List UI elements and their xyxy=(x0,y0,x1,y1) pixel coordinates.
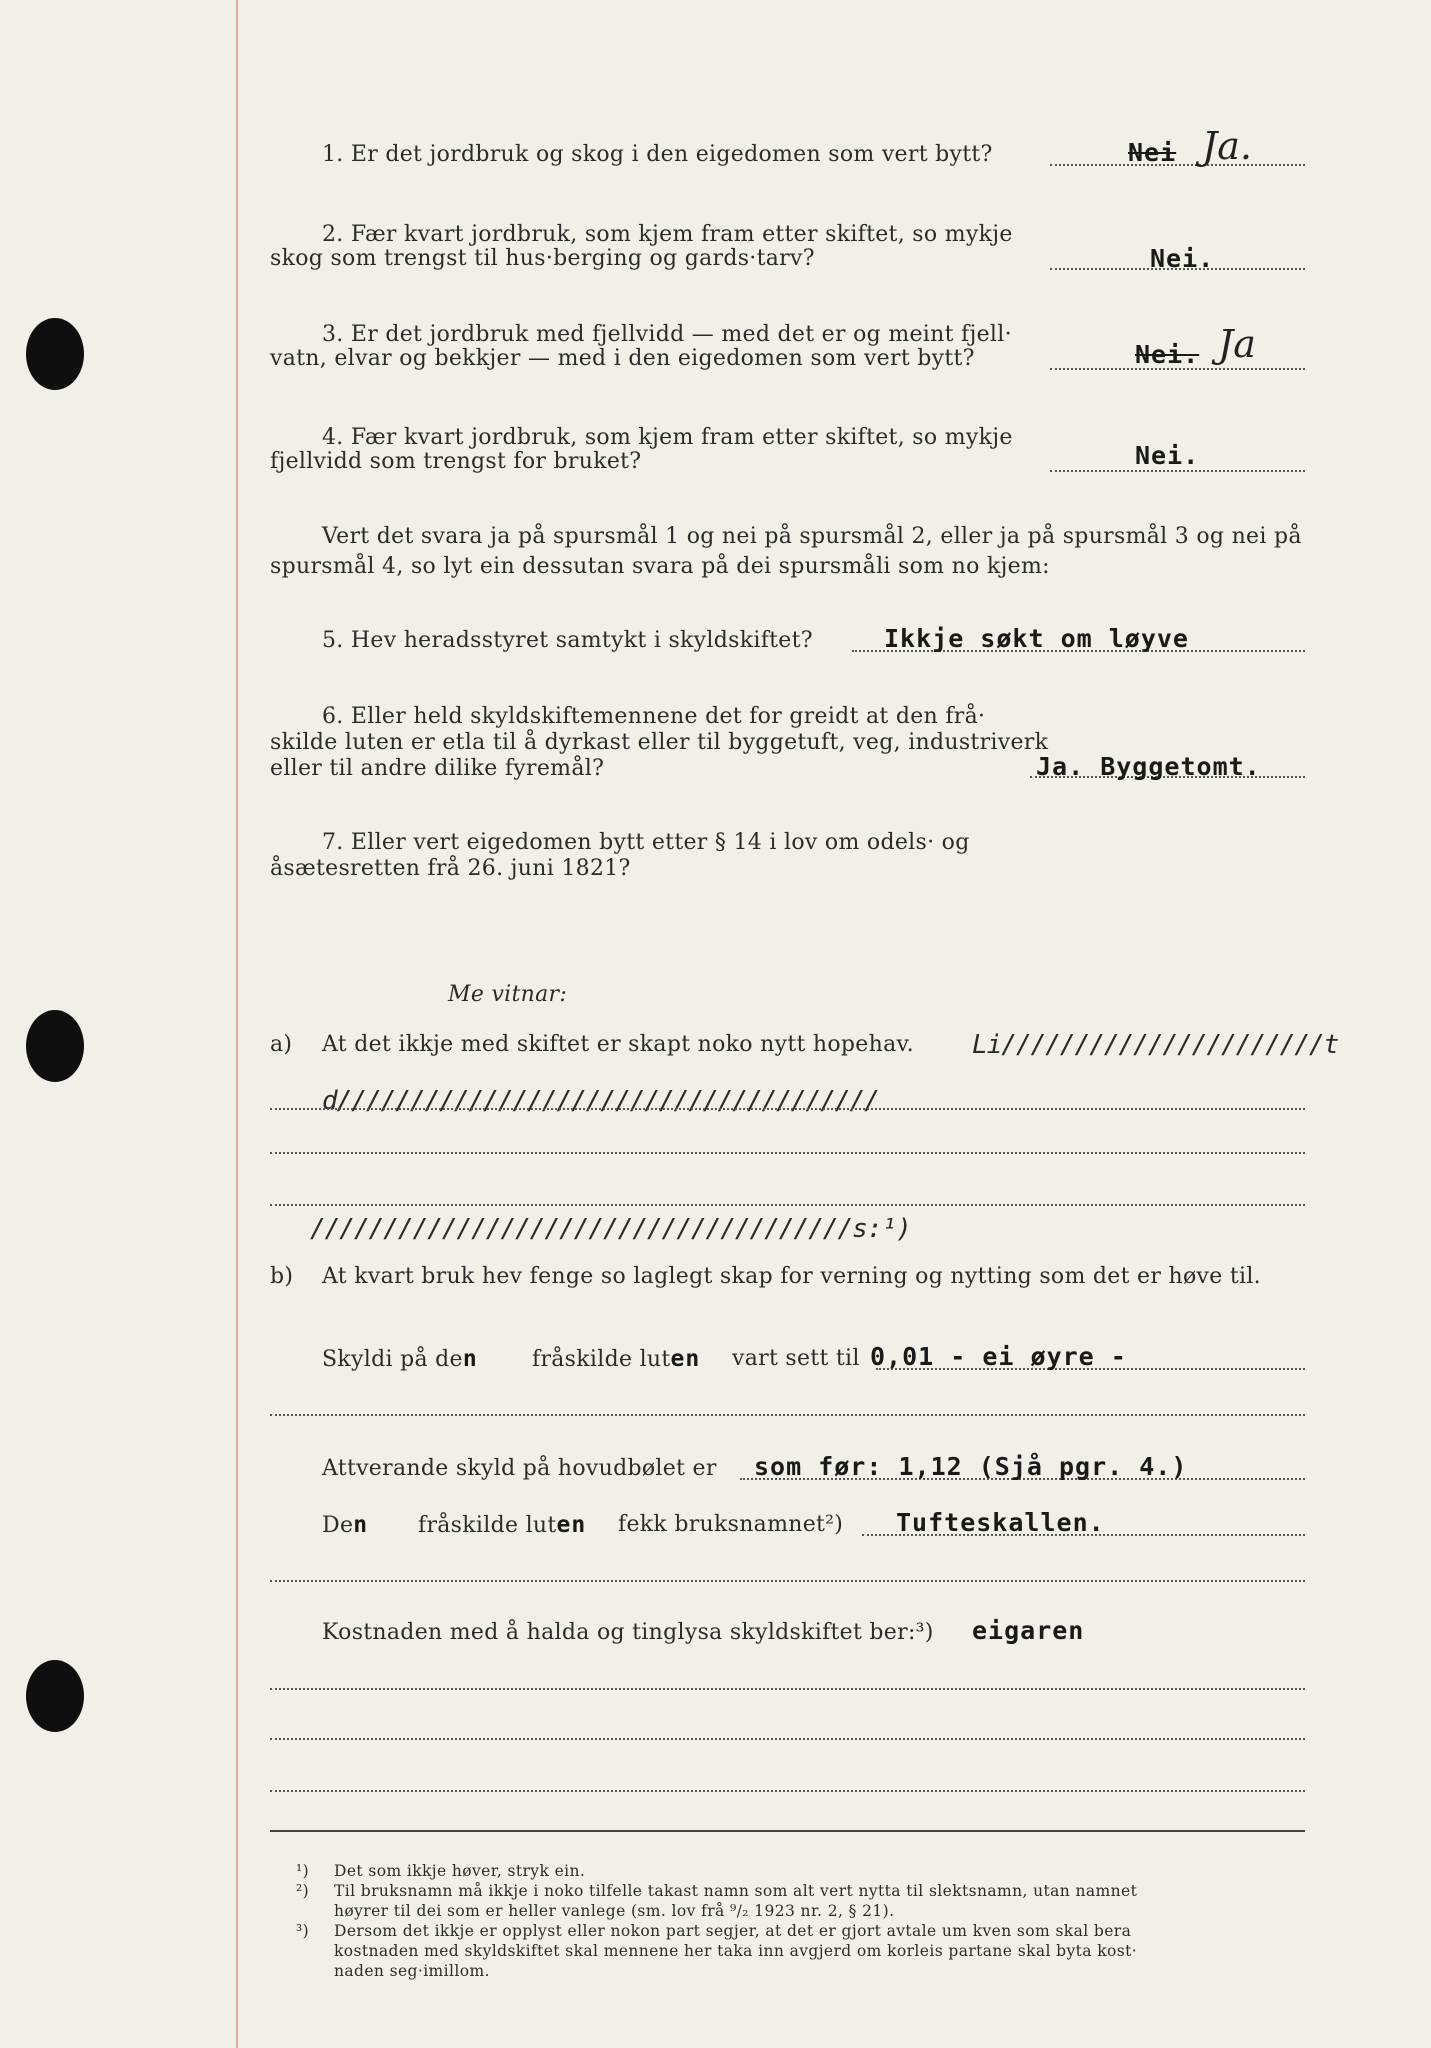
bruksnamn-label-b: fråskilde luten xyxy=(418,1512,587,1538)
kostnad-line-1 xyxy=(270,1688,1305,1690)
witness-heading: Me vitnar: xyxy=(448,982,568,1007)
witness-a-text: At det ikkje med skiftet er skapt noko nytt hopehav. xyxy=(322,1032,914,1057)
witness-line-1 xyxy=(270,1108,1305,1110)
question-3-line-1: 3. Er det jordbruk med fjellvidd — med det er og meint fjell· xyxy=(322,322,1012,347)
answer-3-typed: Nei. xyxy=(1135,340,1200,369)
answer-4: Nei. xyxy=(1135,441,1200,470)
instructions-line-1: Vert det svara ja på spursmål 1 og nei på spursmål 2, eller ja på spursmål 3 og nei på xyxy=(322,524,1302,549)
skyld-value: 0,01 - ei øyre - xyxy=(870,1342,1127,1371)
question-4-line-2: fjellvidd som trengst for bruket? xyxy=(270,449,642,474)
bruksnamn-line-2 xyxy=(270,1580,1305,1582)
question-5: 5. Hev heradsstyret samtykt i skyldskiftet? xyxy=(322,628,813,653)
witness-b-label: b) xyxy=(270,1264,294,1289)
question-1: 1. Er det jordbruk og skog i den eigedomen som vert bytt? xyxy=(322,142,993,167)
attverande-label: Attverande skyld på hovudbølet er xyxy=(322,1456,717,1481)
answer-1-handwritten: Ja. xyxy=(1202,124,1252,168)
margin-line xyxy=(236,0,238,2048)
skyld-label-b: fråskilde luten xyxy=(532,1346,701,1372)
answer-3-handwritten: Ja xyxy=(1218,322,1256,366)
punch-hole-top xyxy=(26,318,84,390)
answer-2: Nei. xyxy=(1150,244,1215,273)
footnote-2-mark: ²) xyxy=(296,1882,310,1900)
witness-a-struck-1: Li//////////////////////t xyxy=(972,1030,1339,1060)
instructions-line-2: spursmål 4, so lyt ein dessutan svara på dei spursmåli som no kjem: xyxy=(270,554,1050,579)
answer-line-4 xyxy=(1050,470,1305,472)
punch-hole-middle xyxy=(26,1010,84,1082)
bruksnamn-value: Tufteskallen. xyxy=(896,1508,1105,1537)
attverande-value: som før: 1,12 (Sjå pgr. 4.) xyxy=(754,1452,1188,1481)
question-6-line-1: 6. Eller held skyldskiftemennene det for greidt at den frå· xyxy=(322,704,986,729)
question-6-line-3: eller til andre dilike fyremål? xyxy=(270,756,605,781)
footnote-1: Det som ikkje høver, stryk ein. xyxy=(334,1862,586,1880)
footnote-2-line-2: høyrer til dei som er heller vanlege (sm. lov frå ⁹/₂ 1923 nr. 2, § 21). xyxy=(334,1902,895,1920)
witness-a-struck-2: d///////////////////////////////////// xyxy=(322,1086,879,1116)
punch-hole-bottom xyxy=(26,1660,84,1732)
witness-line-3 xyxy=(270,1204,1305,1206)
kostnad-line-3 xyxy=(270,1790,1305,1792)
question-6-line-2: skilde luten er etla til å dyrkast eller til byggetuft, veg, industriverk xyxy=(270,730,1049,755)
answer-5: Ikkje søkt om løyve xyxy=(884,624,1189,653)
question-2-line-2: skog som trengst til hus·berging og gards·tarv? xyxy=(270,246,815,271)
witness-line-2 xyxy=(270,1152,1305,1154)
footnote-1-mark: ¹) xyxy=(296,1862,310,1880)
kostnad-label: Kostnaden med å halda og tinglysa skyldskiftet ber:³) xyxy=(322,1620,934,1645)
skyld-label-c: vart sett til xyxy=(732,1346,860,1371)
skyld-line-2 xyxy=(270,1414,1305,1416)
answer-line-1 xyxy=(1050,164,1305,166)
kostnad-line-2 xyxy=(270,1738,1305,1740)
skyld-label-a: Skyldi på den xyxy=(322,1346,478,1372)
footnote-2-line-1: Til bruksnamn må ikkje i noko tilfelle takast namn som alt vert nytta til slektsnamn, utan namnet xyxy=(334,1882,1138,1900)
question-2-line-1: 2. Fær kvart jordbruk, som kjem fram etter skiftet, so mykje xyxy=(322,222,1013,247)
question-3-line-2: vatn, elvar og bekkjer — med i den eigedomen som vert bytt? xyxy=(270,346,975,371)
answer-6: Ja. Byggetomt. xyxy=(1036,752,1261,781)
bruksnamn-label-a: Den xyxy=(322,1512,369,1538)
bruksnamn-label-c: fekk bruksnamnet²) xyxy=(618,1512,844,1537)
footnote-3-line-1: Dersom det ikkje er opplyst eller nokon part segjer, at det er gjort avtale um kven som skal bera xyxy=(334,1922,1132,1940)
footnote-3-mark: ³) xyxy=(296,1922,310,1940)
kostnad-value: eigaren xyxy=(972,1616,1085,1645)
footnote-rule xyxy=(270,1830,1305,1832)
question-4-line-1: 4. Fær kvart jordbruk, som kjem fram etter skiftet, so mykje xyxy=(322,425,1013,450)
answer-1-typed: Nei xyxy=(1128,138,1177,167)
footnote-3-line-2: kostnaden med skyldskiftet skal mennene her taka inn avgjerd om korleis partane skal byta kost· xyxy=(334,1942,1138,1960)
witness-b-text: At kvart bruk hev fenge so laglegt skap for verning og nytting som det er høve til. xyxy=(322,1264,1261,1289)
question-7-line-1: 7. Eller vert eigedomen bytt etter § 14 i lov om odels· og xyxy=(322,830,970,855)
witness-a-struck-3: /////////////////////////////////////s:¹) xyxy=(310,1214,911,1244)
question-7-line-2: åsætesretten frå 26. juni 1821? xyxy=(270,856,631,881)
witness-a-label: a) xyxy=(270,1032,293,1057)
footnote-3-line-3: naden seg·imillom. xyxy=(334,1962,490,1980)
